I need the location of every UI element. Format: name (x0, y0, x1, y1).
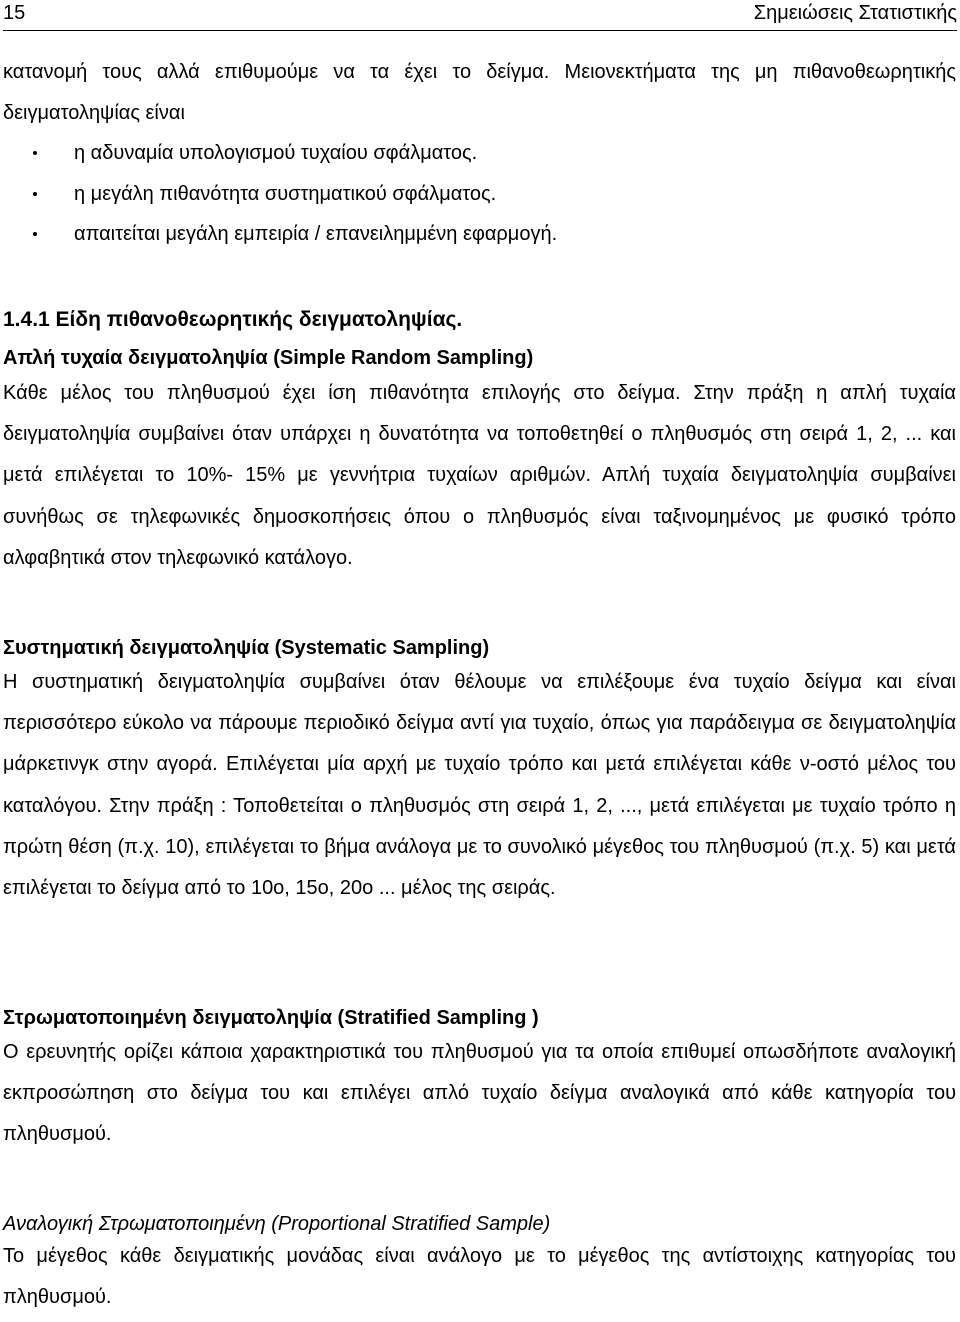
proportional-body: Το μέγεθος κάθε δειγματικής μονάδας είναι ανάλογο με το μέγεθος της αντίστοιχης κατηγορίας του πληθυσμού. (3, 1245, 956, 1309)
section-heading: 1.4.1 Είδη πιθανοθεωρητικής δειγματοληψίας. (3, 308, 463, 331)
systematic-section (3, 636, 956, 909)
systematic-body: Η συστηματική δειγματοληψία συμβαίνει όταν θέλουμε να επιλέξουμε ένα τυχαίο δείγμα και είναι περισσότερο εύκολο να πάρουμε περιοδικό δείγμα αντί για τυχαίο, όπως για παράδειγμα σε δειγματοληψία μάρκετινγκ στην αγορά. Επιλέγεται μία αρχή με τυχαίο τρόπο και μετά επιλέγεται κάθε ν-οστό μέλος του καταλόγου. Στην πράξη : Τοποθετείται ο πληθυσμός στη σειρά 1, 2, ..., μετά επιλέγεται με τυχαίο τρόπο η πρώτη θέση (π.χ. 10), επιλέγεται το βήμα ανάλογα με το συνολικό μέγεθος του πληθυσμού (π.χ. 5) και μετά επιλέγεται το δείγμα από το 10ο, 15ο, 20ο ... μέλος της σειράς. (3, 671, 956, 900)
stratified-body: Ο ερευνητής ορίζει κάποια χαρακτηριστικά του πληθυσμού για τα οποία επιθυμεί οπωσδήποτε αναλογική εκπροσώπηση στο δείγμα του και επιλέγει απλό τυχαίο δείγμα αναλογικά από κάθε κατηγορία του πληθυσμού. (3, 1041, 956, 1146)
bullet-icon (33, 192, 37, 196)
bullet-icon (33, 232, 37, 236)
intro-block (3, 52, 956, 255)
stratified-section (3, 1006, 956, 1156)
bullet-icon (33, 151, 37, 155)
stratified-heading: Στρωματοποιημένη δειγματοληψία (Stratified Sampling ) (3, 1007, 539, 1029)
simple-random-heading: Απλή τυχαία δειγματοληψία (Simple Random Sampling) (3, 347, 534, 369)
page-number: 15 (3, 2, 26, 24)
list-item: η μεγάλη πιθανότητα συστηματικού σφάλματος. (3, 174, 956, 215)
list-item: η αδυναμία υπολογισμού τυχαίου σφάλματος. (3, 133, 956, 174)
intro-paragraph: κατανομή τους αλλά επιθυμούμε να τα έχει το δείγμα. Μειονεκτήματα της μη πιθανοθεωρητικής δειγματοληψίας είναι (3, 61, 956, 125)
systematic-heading: Συστηματική δειγματοληψία (Systematic Sampling) (3, 637, 490, 659)
simple-random-section (3, 346, 956, 579)
disadvantages-list (3, 133, 956, 255)
simple-random-body: Κάθε μέλος του πληθυσμού έχει ίση πιθανότητα επιλογής στο δείγμα. Στην πράξη η απλή τυχαία δειγματοληψία συμβαίνει όταν υπάρχει η δυνατότητα να τοποθετηθεί ο πληθυσμός στη σειρά 1, 2, ... και μετά επιλέγεται το 10%- 15% με γεννήτρια τυχαίων αριθμών. Απλή τυχαία δειγματοληψία συμβαίνει συνήθως σε τηλεφωνικές δημοσκοπήσεις όπου ο πληθυσμός είναι ταξινομημένος με φυσικό τρόπο αλφαβητικά στον τηλεφωνικό κατάλογο. (3, 382, 956, 569)
proportional-section (3, 1212, 956, 1318)
list-item: απαιτείται μεγάλη εμπειρία / επανειλημμένη εφαρμογή. (3, 214, 956, 255)
page-header (3, 0, 957, 31)
proportional-heading: Αναλογική Στρωματοποιημένη (Proportional Stratified Sample) (3, 1213, 551, 1235)
header-title: Σημειώσεις Στατιστικής (753, 2, 957, 24)
